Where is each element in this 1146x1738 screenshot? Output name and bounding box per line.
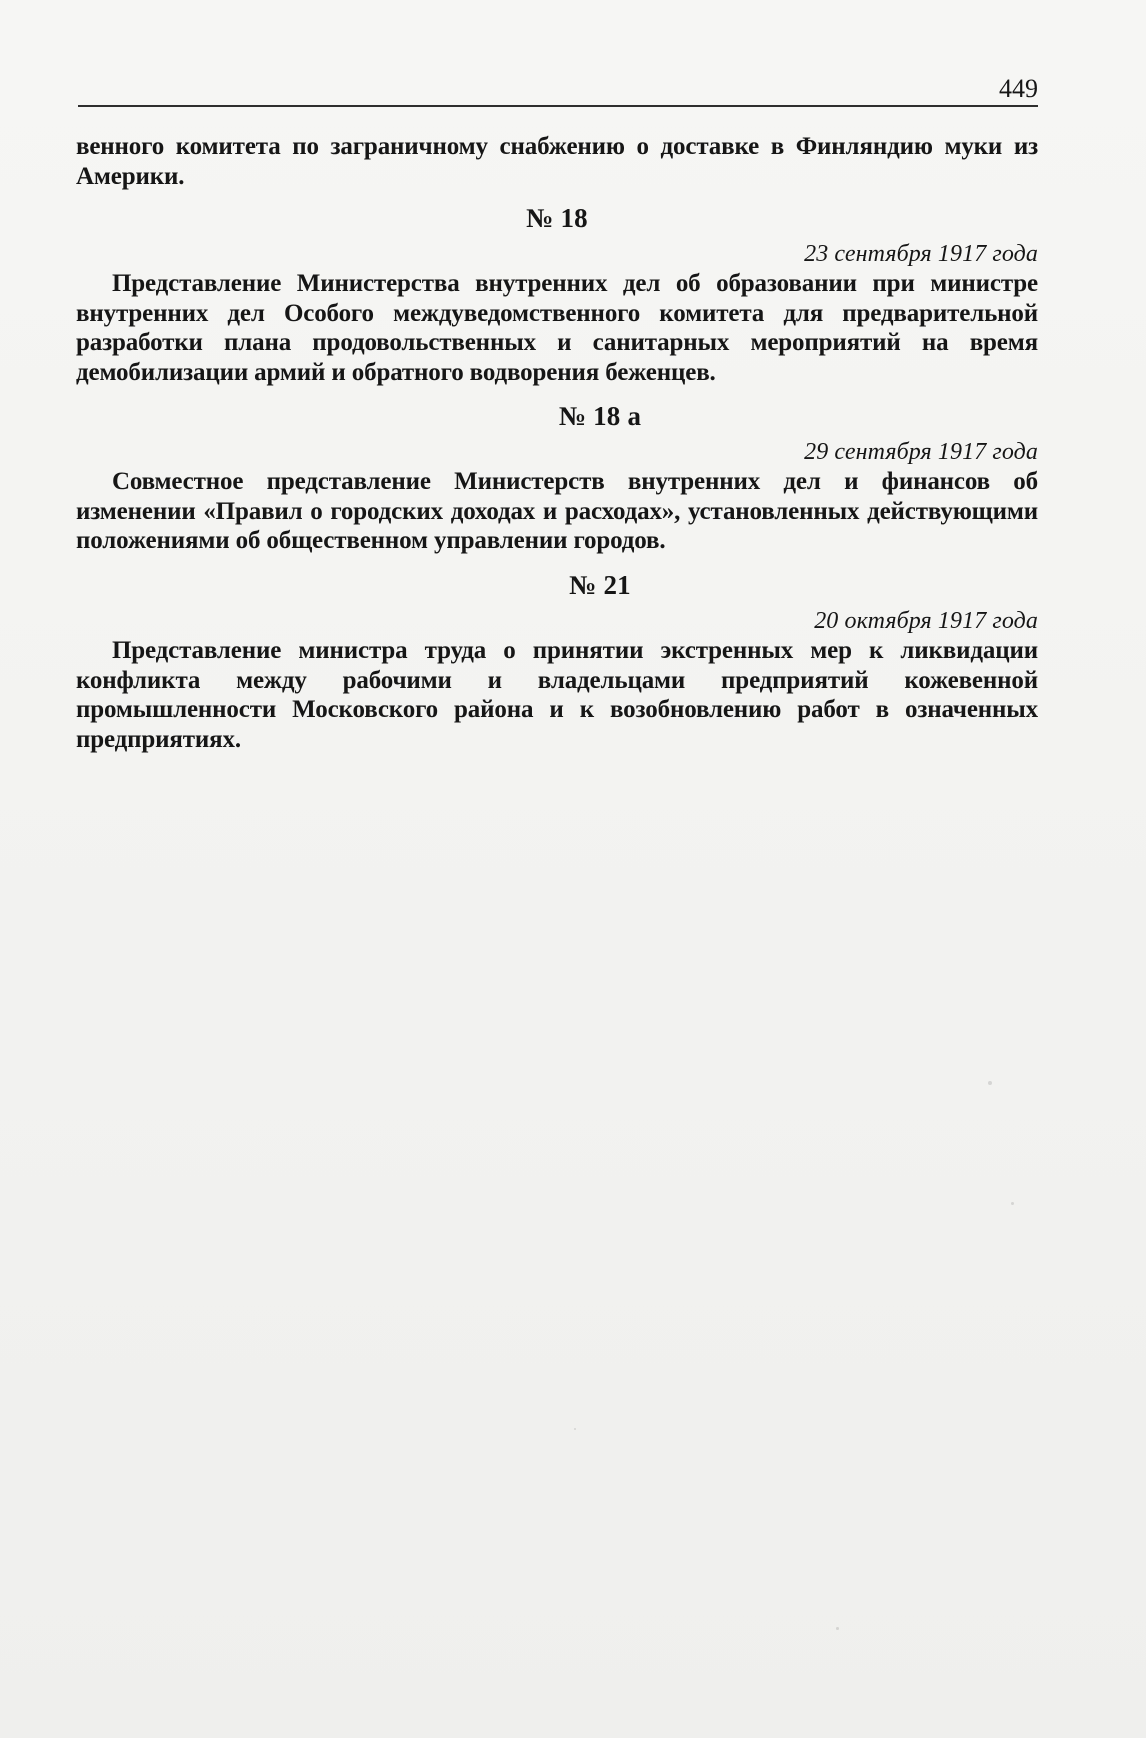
document-date: 23 сентября 1917 года	[804, 241, 1038, 267]
document-section-18a	[76, 403, 1038, 556]
document-description: Представление министра труда о принятии экстренных мер к ликвидации конфликта между рабочими и владельцами предприятий кожевенной промышленности Московского района и к возобновлению работ в означенных предприятиях.	[76, 637, 1038, 753]
document-number: № 21	[569, 569, 631, 600]
intro-paragraph: венного комитета по заграничному снабжению о доставке в Финляндию муки из Америки.	[76, 133, 1038, 190]
document-date: 29 сентября 1917 года	[804, 439, 1038, 466]
document-date: 20 октября 1917 года	[814, 607, 1038, 634]
paper-speckle	[574, 1428, 576, 1430]
paper-speckle	[988, 1081, 992, 1085]
document-section-21	[76, 569, 1038, 754]
paper-speckle	[1011, 1202, 1014, 1205]
document-section-18	[76, 205, 1038, 387]
header-rule	[78, 105, 1038, 107]
paper-speckle	[836, 1627, 839, 1630]
page-number: 449	[999, 74, 1038, 103]
document-number: № 18 а	[558, 401, 642, 432]
document-description: Представление Министерства внутренних дел об образовании при министре внутренних дел Особого междуведомственного комитета для предварительной разработки плана продовольственных и санитарных мероприятий на время демобилизации армий и обратного водворения беженцев.	[76, 270, 1038, 386]
main-text	[76, 132, 1038, 754]
document-number: № 18	[526, 203, 588, 233]
document-description: Совместное представление Министерств внутренних дел и финансов об изменении «Правил о городских доходах и расходах», установленных действующими положениями об общественном управлении городов.	[76, 468, 1038, 555]
